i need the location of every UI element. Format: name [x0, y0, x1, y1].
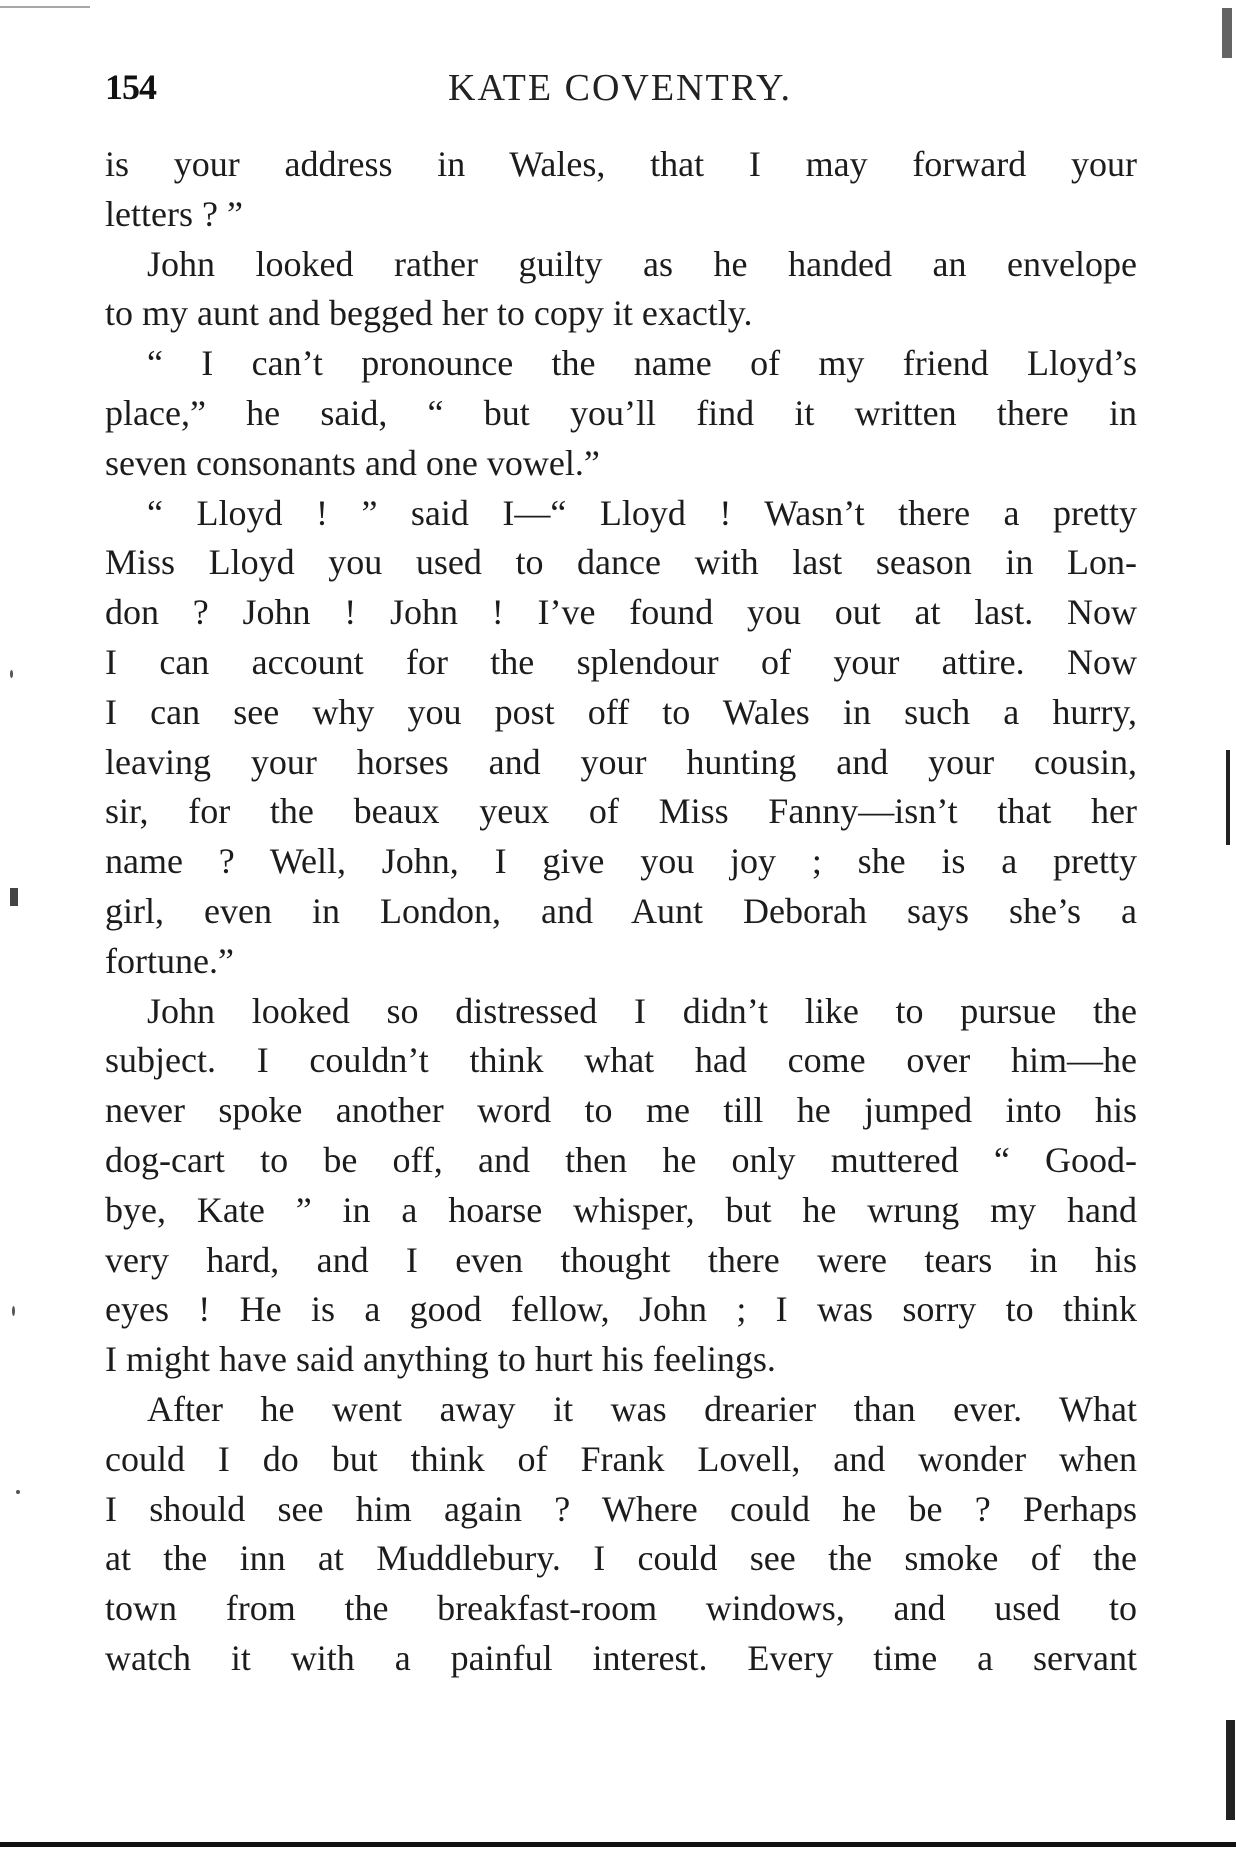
text-line: seven consonants and one vowel.” [105, 442, 600, 483]
page-bottom-edge [0, 1842, 1236, 1847]
page-number: 154 [105, 67, 156, 107]
text-line: could I do but think of Frank Lovell, and wonder when [105, 1438, 1137, 1479]
text-line: I can account for the splendour of your attire. Now [105, 641, 1137, 682]
page-header [105, 62, 1135, 112]
text-line: is your address in Wales, that I may forward your [105, 144, 1137, 184]
text-line: fortune.” [105, 940, 234, 981]
text-line: don ? John ! John ! I’ve found you out at last. Now [105, 592, 1137, 633]
scan-edge-mark [1226, 750, 1230, 845]
text-line: dog-cart to be off, and then he only muttered “ Good- [105, 1139, 1137, 1180]
scan-speck [12, 1306, 15, 1316]
text-line: eyes ! He is a good fellow, John ; I was sorry to think [105, 1289, 1137, 1330]
scan-edge-mark [10, 888, 18, 906]
scan-edge-mark [1222, 8, 1232, 58]
text-line: bye, Kate ” in a hoarse whisper, but he wrung my hand [105, 1189, 1137, 1230]
scan-edge-mark [1226, 1720, 1235, 1820]
text-line: at the inn at Muddlebury. I could see the smoke of the [105, 1538, 1137, 1579]
text-line: Miss Lloyd you used to dance with last season in Lon- [105, 542, 1137, 583]
text-line: John looked so distressed I didn’t like to pursue the [147, 990, 1137, 1031]
text-line: watch it with a painful interest. Every time a servant [105, 1637, 1137, 1678]
text-line: name ? Well, John, I give you joy ; she is a pretty [105, 841, 1137, 882]
text-line: town from the breakfast-room windows, and used to [105, 1588, 1137, 1629]
running-title: KATE COVENTRY. [448, 67, 792, 109]
text-line: sir, for the beaux yeux of Miss Fanny—isn’t that her [105, 791, 1137, 832]
text-line: very hard, and I even thought there were tears in his [105, 1239, 1137, 1280]
text-line: After he went away it was drearier than ever. What [147, 1388, 1137, 1429]
text-line: girl, even in London, and Aunt Deborah says she’s a [105, 890, 1137, 931]
text-line: never spoke another word to me till he jumped into his [105, 1090, 1137, 1131]
text-line: John looked rather guilty as he handed an envelope [147, 243, 1137, 284]
text-line: I can see why you post off to Wales in such a hurry, [105, 691, 1137, 732]
text-line: subject. I couldn’t think what had come over him—he [105, 1040, 1137, 1081]
text-line: place,” he said, “ but you’ll find it written there in [105, 392, 1137, 433]
text-line: I should see him again ? Where could he be ? Perhaps [105, 1488, 1137, 1529]
text-line: letters ? ” [105, 193, 243, 234]
text-line: to my aunt and begged her to copy it exactly. [105, 293, 753, 334]
text-line: “ Lloyd ! ” said I—“ Lloyd ! Wasn’t there a pretty [147, 492, 1137, 533]
text-line: “ I can’t pronounce the name of my friend Lloyd’s [147, 343, 1137, 384]
body-text [105, 140, 1137, 1684]
scan-edge-mark [0, 6, 90, 8]
text-line: I might have said anything to hurt his feelings. [105, 1339, 776, 1380]
text-line: leaving your horses and your hunting and your cousin, [105, 741, 1137, 782]
scan-speck [10, 670, 13, 678]
scan-speck [16, 1490, 20, 1494]
